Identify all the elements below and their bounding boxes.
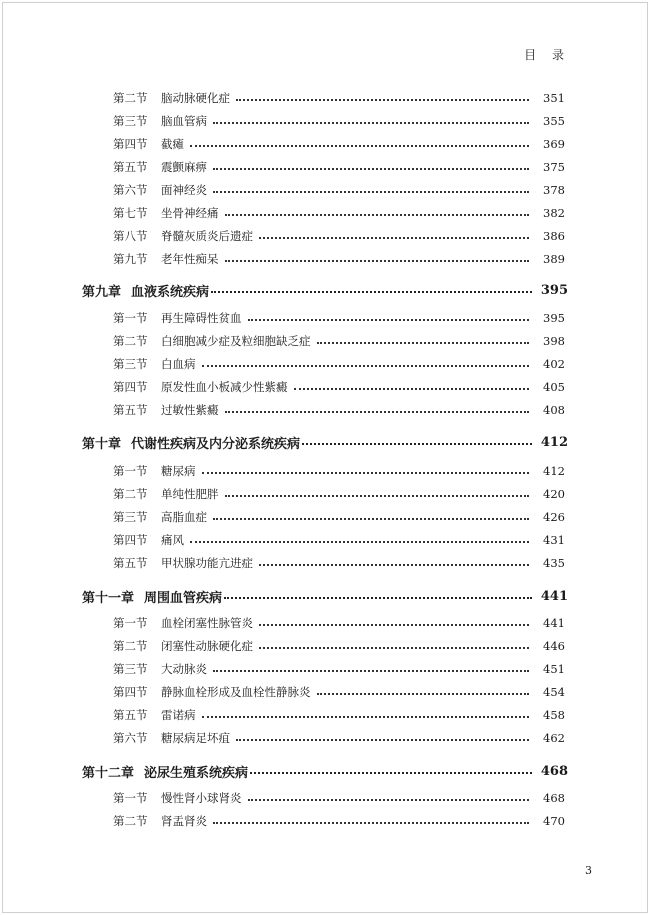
toc-page-number: 431 (543, 533, 565, 547)
toc-section-row[interactable] (0, 811, 650, 831)
toc-section-row[interactable] (0, 613, 650, 633)
chapter-number: 第十一章 (82, 590, 135, 606)
toc-section-row[interactable] (0, 249, 650, 269)
section-title: 面神经炎 (161, 183, 207, 197)
chapter-number: 第九章 (82, 284, 122, 300)
section-title: 血栓闭塞性脉管炎 (161, 616, 253, 630)
toc-section-row[interactable] (0, 308, 650, 328)
dot-leader (236, 99, 529, 101)
toc-page-number: 420 (543, 487, 565, 501)
toc-page-number: 462 (543, 731, 565, 745)
toc-page-number: 378 (543, 183, 565, 197)
section-title: 白细胞减少症及粒细胞缺乏症 (161, 334, 311, 348)
toc-section-row[interactable] (0, 134, 650, 154)
dot-leader (211, 291, 532, 293)
section-number: 第二节 (113, 814, 148, 828)
section-number: 第三节 (113, 510, 148, 524)
toc-page-number: 408 (543, 403, 565, 417)
dot-leader (236, 739, 529, 741)
section-title: 慢性肾小球肾炎 (161, 791, 242, 805)
running-header: 目 录 (524, 48, 570, 62)
toc-page-number: 412 (543, 464, 565, 478)
toc-page-number: 355 (543, 114, 565, 128)
toc-page-number: 398 (543, 334, 565, 348)
section-title: 再生障碍性贫血 (161, 311, 242, 325)
toc-page-number: 382 (543, 206, 565, 220)
section-number: 第二节 (113, 639, 148, 653)
dot-leader (250, 772, 532, 774)
toc-section-row[interactable] (0, 203, 650, 223)
dot-leader (259, 624, 529, 626)
toc-page-number: 451 (543, 662, 565, 676)
section-title: 糖尿病 (161, 464, 196, 478)
page-number: 3 (585, 864, 592, 877)
toc-section-row[interactable] (0, 682, 650, 702)
toc-page-number: 386 (543, 229, 565, 243)
section-title: 坐骨神经痛 (161, 206, 219, 220)
toc-section-row[interactable] (0, 636, 650, 656)
dot-leader (248, 319, 530, 321)
dot-leader (225, 260, 530, 262)
toc-section-row[interactable] (0, 354, 650, 374)
section-title: 大动脉炎 (161, 662, 207, 676)
toc-page-number: 375 (543, 160, 565, 174)
chapter-number: 第十章 (82, 436, 122, 452)
section-number: 第一节 (113, 311, 148, 325)
dot-leader (294, 388, 530, 390)
toc-section-row[interactable] (0, 157, 650, 177)
toc-section-row[interactable] (0, 180, 650, 200)
chapter-title: 周围血管疾病 (144, 590, 223, 606)
section-title: 高脂血症 (161, 510, 207, 524)
toc-section-row[interactable] (0, 530, 650, 550)
dot-leader (225, 495, 530, 497)
section-title: 过敏性紫癜 (161, 403, 219, 417)
toc-page-number: 395 (543, 311, 565, 325)
section-number: 第七节 (113, 206, 148, 220)
section-number: 第六节 (113, 731, 148, 745)
section-number: 第四节 (113, 533, 148, 547)
dot-leader (213, 168, 529, 170)
dot-leader (302, 443, 532, 445)
dot-leader (259, 647, 529, 649)
section-number: 第五节 (113, 708, 148, 722)
section-title: 甲状腺功能亢进症 (161, 556, 253, 570)
toc-section-row[interactable] (0, 331, 650, 351)
toc-section-row[interactable] (0, 484, 650, 504)
section-number: 第五节 (113, 403, 148, 417)
section-number: 第三节 (113, 662, 148, 676)
section-number: 第三节 (113, 357, 148, 371)
dot-leader (190, 541, 529, 543)
toc-page-number: 402 (543, 357, 565, 371)
section-title: 震颤麻痹 (161, 160, 207, 174)
section-number: 第二节 (113, 91, 148, 105)
chapter-title: 代谢性疾病及内分泌系统疾病 (131, 436, 301, 452)
toc-section-row[interactable] (0, 111, 650, 131)
dot-leader (213, 122, 529, 124)
section-number: 第五节 (113, 160, 148, 174)
section-number: 第一节 (113, 791, 148, 805)
toc-page-number: 351 (543, 91, 565, 105)
toc-page-number: 369 (543, 137, 565, 151)
section-number: 第一节 (113, 464, 148, 478)
toc-section-row[interactable] (0, 659, 650, 679)
toc-page-number: 412 (540, 434, 568, 450)
chapter-number: 第十二章 (82, 765, 135, 781)
dot-leader (317, 342, 530, 344)
section-number: 第二节 (113, 487, 148, 501)
dot-leader (213, 518, 529, 520)
dot-leader (202, 716, 530, 718)
dot-leader (190, 145, 529, 147)
toc-chapter-row[interactable] (0, 432, 650, 452)
section-title: 原发性血小板减少性紫癜 (161, 380, 288, 394)
dot-leader (225, 214, 530, 216)
toc-section-row[interactable] (0, 728, 650, 748)
section-title: 糖尿病足坏疽 (161, 731, 230, 745)
chapter-title: 血液系统疾病 (131, 284, 210, 300)
toc-section-row[interactable] (0, 377, 650, 397)
toc-page-number: 435 (543, 556, 565, 570)
section-number: 第八节 (113, 229, 148, 243)
toc-page-number: 468 (543, 791, 565, 805)
toc-page-number: 395 (540, 282, 568, 298)
section-title: 雷诺病 (161, 708, 196, 722)
toc-section-row[interactable] (0, 461, 650, 481)
toc-page-number: 454 (543, 685, 565, 699)
toc-page-number: 389 (543, 252, 565, 266)
dot-leader (225, 411, 530, 413)
dot-leader (213, 822, 529, 824)
section-number: 第六节 (113, 183, 148, 197)
dot-leader (259, 564, 529, 566)
section-title: 静脉血栓形成及血栓性静脉炎 (161, 685, 311, 699)
toc-page-number: 446 (543, 639, 565, 653)
toc-page-number: 441 (543, 616, 565, 630)
section-title: 闭塞性动脉硬化症 (161, 639, 253, 653)
toc-section-row[interactable] (0, 88, 650, 108)
toc-section-row[interactable] (0, 226, 650, 246)
toc-page-number: 468 (540, 763, 568, 779)
section-title: 肾盂肾炎 (161, 814, 207, 828)
toc-section-row[interactable] (0, 705, 650, 725)
section-title: 脊髓灰质炎后遗症 (161, 229, 253, 243)
toc-page-number: 458 (543, 708, 565, 722)
chapter-title: 泌尿生殖系统疾病 (144, 765, 249, 781)
dot-leader (213, 670, 529, 672)
section-number: 第一节 (113, 616, 148, 630)
toc-page-number: 441 (540, 588, 568, 604)
section-title: 截瘫 (161, 137, 184, 151)
dot-leader (224, 597, 532, 599)
toc-section-row[interactable] (0, 788, 650, 808)
dot-leader (248, 799, 530, 801)
toc-chapter-row[interactable] (0, 586, 650, 606)
toc-section-row[interactable] (0, 400, 650, 420)
toc-page-number: 405 (543, 380, 565, 394)
dot-leader (202, 472, 530, 474)
section-title: 脑血管病 (161, 114, 207, 128)
toc-section-row[interactable] (0, 507, 650, 527)
section-number: 第二节 (113, 334, 148, 348)
section-number: 第九节 (113, 252, 148, 266)
section-title: 痛风 (161, 533, 184, 547)
section-number: 第四节 (113, 380, 148, 394)
toc-chapter-row[interactable] (0, 280, 650, 300)
toc-chapter-row[interactable] (0, 761, 650, 781)
toc-section-row[interactable] (0, 553, 650, 573)
section-title: 老年性痴呆 (161, 252, 219, 266)
section-number: 第五节 (113, 556, 148, 570)
dot-leader (317, 693, 530, 695)
toc-page-number: 426 (543, 510, 565, 524)
section-number: 第四节 (113, 137, 148, 151)
section-number: 第三节 (113, 114, 148, 128)
section-title: 单纯性肥胖 (161, 487, 219, 501)
section-number: 第四节 (113, 685, 148, 699)
dot-leader (202, 365, 530, 367)
dot-leader (259, 237, 529, 239)
section-title: 脑动脉硬化症 (161, 91, 230, 105)
dot-leader (213, 191, 529, 193)
toc-page-number: 470 (543, 814, 565, 828)
section-title: 白血病 (161, 357, 196, 371)
